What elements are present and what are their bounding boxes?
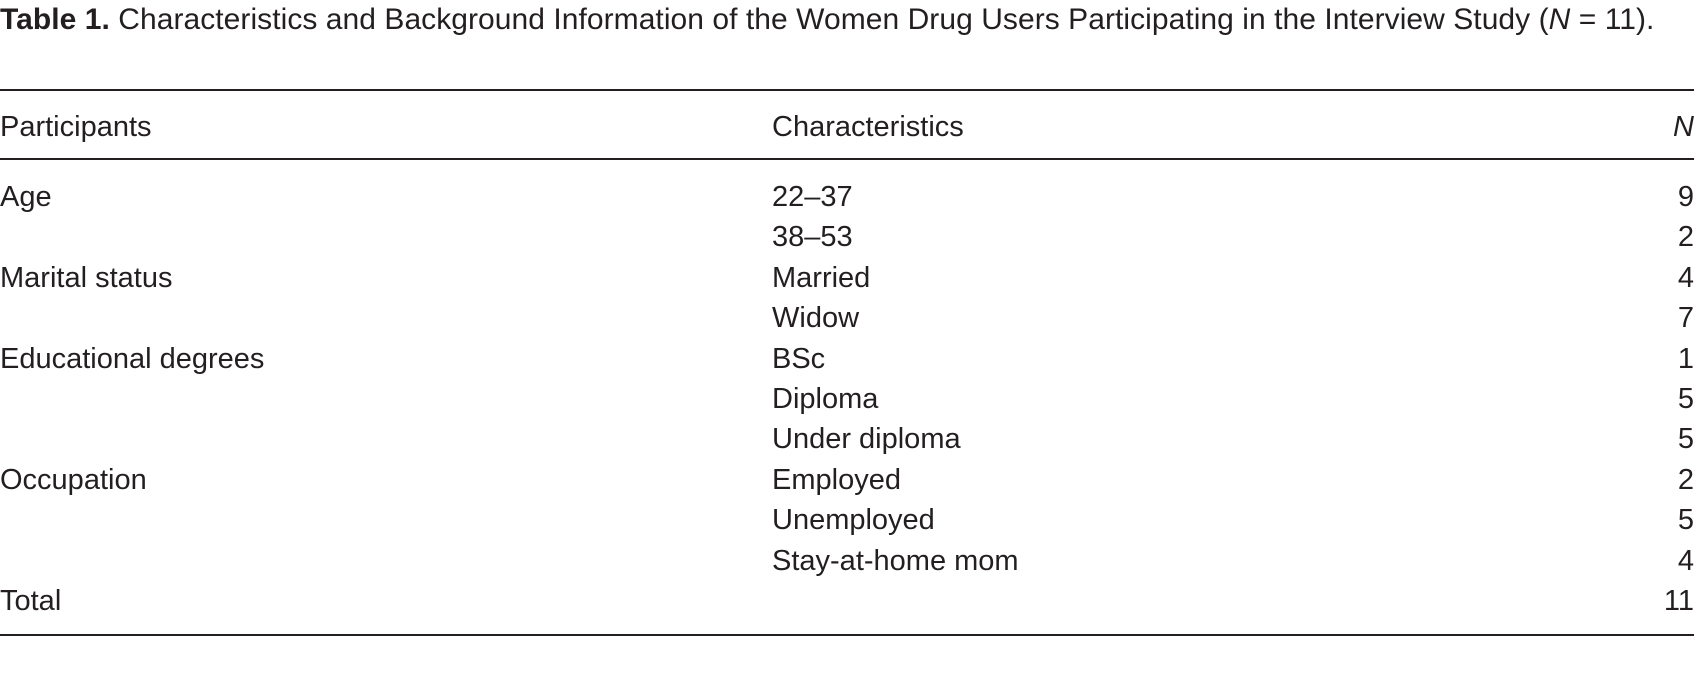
cell-n: 2	[1677, 464, 1694, 496]
cell-characteristics: Diploma	[772, 383, 879, 415]
cell-n: 4	[1677, 262, 1694, 294]
cell-n: 1	[1677, 343, 1694, 375]
header-characteristics: Characteristics	[772, 111, 964, 143]
cell-n: 9	[1677, 181, 1694, 213]
cell-characteristics: Employed	[772, 464, 901, 496]
cell-participants: Marital status	[0, 262, 173, 294]
cell-n: 5	[1677, 423, 1694, 455]
cell-participants: Age	[0, 181, 52, 213]
cell-characteristics: Stay-at-home mom	[772, 545, 1019, 577]
caption-n-symbol: N	[1548, 3, 1571, 36]
cell-characteristics: BSc	[772, 343, 826, 375]
cell-n: 5	[1677, 504, 1694, 536]
cell-characteristics: Unemployed	[772, 504, 935, 536]
cell-characteristics: Under diploma	[772, 423, 961, 455]
header-n: N	[1673, 111, 1694, 143]
table-header-rule	[0, 158, 1694, 160]
cell-characteristics: Married	[772, 262, 871, 294]
cell-n: 11	[1663, 585, 1694, 617]
cell-characteristics: Widow	[772, 302, 860, 334]
caption-text-end: = 11).	[1570, 3, 1655, 36]
cell-participants: Educational degrees	[0, 343, 265, 375]
table-label: Table 1.	[0, 3, 110, 36]
cell-participants: Total	[0, 585, 62, 617]
table-bottom-rule	[0, 634, 1694, 636]
cell-n: 2	[1677, 221, 1694, 253]
caption-text-start: Characteristics and Background Information of the Women Drug Users Participating in the Interview Study (	[118, 3, 1549, 36]
table-caption	[0, 0, 1690, 40]
cell-characteristics: 38–53	[772, 221, 853, 253]
cell-n: 7	[1677, 302, 1694, 334]
cell-n: 5	[1677, 383, 1694, 415]
cell-n: 4	[1677, 545, 1694, 577]
header-participants: Participants	[0, 111, 152, 143]
cell-characteristics: 22–37	[772, 181, 853, 213]
table-top-rule	[0, 89, 1694, 91]
cell-participants: Occupation	[0, 464, 147, 496]
